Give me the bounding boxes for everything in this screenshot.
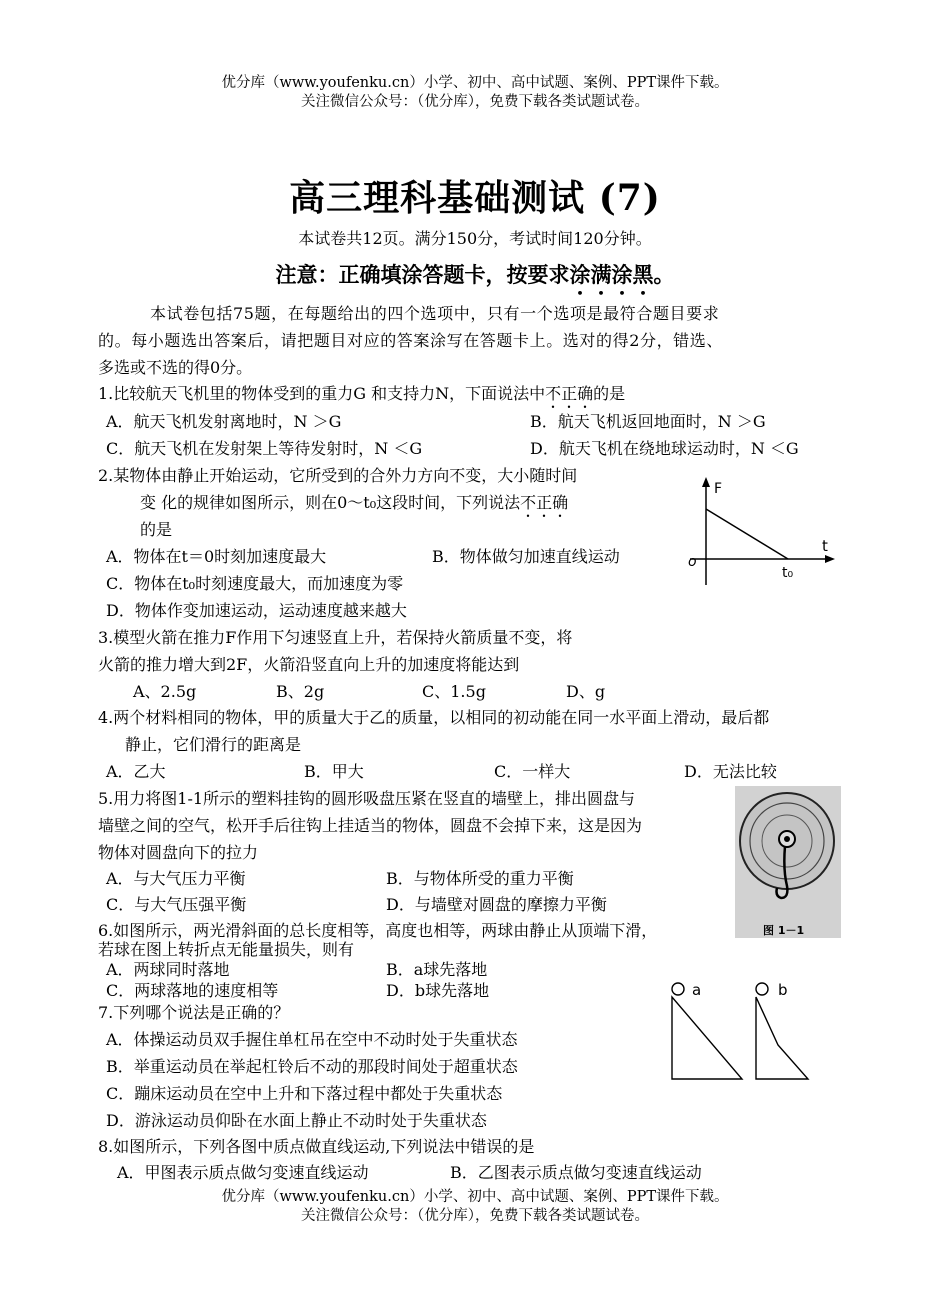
q1-option-d: D．航天飞机在绕地球运动时，N ＜G xyxy=(530,439,799,458)
q4-line-2: 静止，它们滑行的距离是 xyxy=(125,735,302,754)
q2-option-b: B．物体做匀加速直线运动 xyxy=(432,547,620,566)
q3-option-b: B、2g xyxy=(276,682,325,701)
q6-line-1: 6.如图所示，两光滑斜面的总长度相等，高度也相等，两球由静止从顶端下滑， xyxy=(98,921,658,940)
intro-line-1: 本试卷包括75题，在每题给出的四个选项中，只有一个选项是最符合题目要求 xyxy=(150,304,720,323)
q2-option-a: A．物体在t＝0时刻加速度最大 xyxy=(106,547,327,566)
q2-line-2-text: 变 化的规律如图所示，则在0～t₀这段时间，下列说法 xyxy=(140,493,521,512)
q5-option-a: A．与大气压力平衡 xyxy=(106,869,246,888)
q4-line-1: 4.两个材料相同的物体，甲的质量大于乙的质量，以相同的初动能在同一水平面上滑动，最后都 xyxy=(98,708,770,727)
incline-b xyxy=(756,997,808,1079)
q6-option-c: C．两球落地的速度相等 xyxy=(106,981,279,1000)
q6-incline-figure xyxy=(660,975,820,1085)
q2-emphasis: 不正确 xyxy=(520,493,569,512)
q5-line-2: 墙壁之间的空气，松开手后往钩上挂适当的物体，圆盘不会掉下来，这是因为 xyxy=(98,816,643,835)
q5-option-d: D．与墙壁对圆盘的摩擦力平衡 xyxy=(386,895,607,914)
intro-line-3: 多选或不选的得0分。 xyxy=(98,358,253,377)
q2-option-d: D．物体作变加速运动，运动速度越来越大 xyxy=(106,601,407,620)
q5-line-3: 物体对圆盘向下的拉力 xyxy=(98,843,259,862)
q8-option-b: B．乙图表示质点做匀变速直线运动 xyxy=(450,1163,702,1182)
q7-option-d: D．游泳运动员仰卧在水面上静止不动时处于失重状态 xyxy=(106,1111,487,1130)
q8-stem: 8.如图所示，下列各图中质点做直线运动,下列说法中错误的是 xyxy=(98,1137,535,1156)
q6-line-2: 若球在图上转折点无能量损失，则有 xyxy=(98,940,355,959)
q2-line-1: 2.某物体由静止开始运动，它所受到的合外力方向不变，大小随时间 xyxy=(98,466,578,485)
notice xyxy=(0,259,950,300)
q7-option-c: C．蹦床运动员在空中上升和下落过程中都处于失重状态 xyxy=(106,1084,503,1103)
q4-option-d: D．无法比较 xyxy=(684,762,777,781)
q5-option-b: B．与物体所受的重力平衡 xyxy=(386,869,574,888)
x-axis-arrow-icon xyxy=(825,555,835,563)
header-line-1: 优分库（www.youfenku.cn）小学、初中、高中试题、案例、PPT课件下载。 xyxy=(221,75,729,91)
q4-option-b: B．甲大 xyxy=(304,762,364,781)
q7-stem: 7.下列哪个说法是正确的？ xyxy=(98,1003,290,1022)
q3-line-1: 3.模型火箭在推力F作用下匀速竖直上升，若保持火箭质量不变，将 xyxy=(98,628,573,647)
q8-option-a: A．甲图表示质点做匀变速直线运动 xyxy=(117,1163,369,1182)
q3-option-a: A、2.5g xyxy=(133,682,197,701)
incline-a xyxy=(672,997,742,1079)
hook-center xyxy=(784,836,790,842)
ball-a-label: a xyxy=(692,981,702,999)
footer-line-2: 关注微信公众号：（优分库），免费下载各类试题试卷。 xyxy=(301,1208,649,1224)
q1-stem xyxy=(98,383,625,412)
q1-option-b: B．航天飞机返回地面时，N ＞G xyxy=(530,412,766,431)
q3-option-d: D、g xyxy=(566,682,606,701)
q5-option-c: C．与大气压强平衡 xyxy=(106,895,247,914)
ball-b xyxy=(756,983,768,995)
q1-stem-end: 的是 xyxy=(593,384,626,403)
q6-option-b: B．a球先落地 xyxy=(386,960,488,979)
notice-emphasis: 涂满涂黑 xyxy=(569,263,654,287)
ball-b-label: b xyxy=(778,981,788,999)
q1-stem-emphasis: 不正确 xyxy=(545,384,594,403)
q4-option-a: A．乙大 xyxy=(106,762,166,781)
q2-force-time-graph xyxy=(680,475,840,595)
q5-line-1: 5.用力将图1-1所示的塑料挂钩的圆形吸盘压紧在竖直的墙壁上，排出圆盘与 xyxy=(98,789,636,808)
force-line xyxy=(706,509,788,559)
q1-stem-text: 1.比较航天飞机里的物体受到的重力G 和支持力N，下面说法中 xyxy=(98,384,546,403)
q1-option-c: C．航天飞机在发射架上等待发射时，N ＜G xyxy=(106,439,423,458)
page-title: 高三理科基础测试 (7) xyxy=(289,177,661,219)
q7-option-b: B．举重运动员在举起杠铃后不动的那段时间处于超重状态 xyxy=(106,1057,518,1076)
x-axis-label: t xyxy=(822,537,828,555)
q3-option-c: C、1.5g xyxy=(422,682,486,701)
exam-info: 本试卷共12页。满分150分，考试时间120分钟。 xyxy=(298,229,652,248)
ball-a xyxy=(672,983,684,995)
q6-option-a: A．两球同时落地 xyxy=(106,960,230,979)
footer-line-1: 优分库（www.youfenku.cn）小学、初中、高中试题、案例、PPT课件下载。 xyxy=(221,1189,729,1205)
y-axis-arrow-icon xyxy=(702,477,710,487)
q6-option-d: D．b球先落地 xyxy=(386,981,490,1000)
q3-line-2: 火箭的推力增大到2F，火箭沿竖直向上升的加速度将能达到 xyxy=(98,655,520,674)
q4-option-c: C．一样大 xyxy=(494,762,571,781)
figure-caption: 图 1－1 xyxy=(763,924,805,937)
q2-option-c: C．物体在t₀时刻速度最大，而加速度为零 xyxy=(106,574,404,593)
header-line-2: 关注微信公众号：（优分库），免费下载各类试题试卷。 xyxy=(301,94,649,110)
t0-label: t₀ xyxy=(782,565,794,581)
intro-line-2: 的。每小题选出答案后，请把题目对应的答案涂写在答题卡上。选对的得2分，错选、 xyxy=(98,331,723,350)
q2-line-2 xyxy=(140,492,568,521)
q2-line-3: 的是 xyxy=(140,520,173,539)
y-axis-label: F xyxy=(714,481,723,497)
q7-option-a: A．体操运动员双手握住单杠吊在空中不动时处于失重状态 xyxy=(106,1030,518,1049)
origin-label: o xyxy=(688,554,697,570)
notice-prefix: 注意：正确填涂答题卡，按要求 xyxy=(275,263,570,287)
notice-suffix: 。 xyxy=(653,263,675,287)
q5-suction-cup-figure xyxy=(735,786,841,938)
q1-option-a: A．航天飞机发射离地时，N ＞G xyxy=(106,412,342,431)
